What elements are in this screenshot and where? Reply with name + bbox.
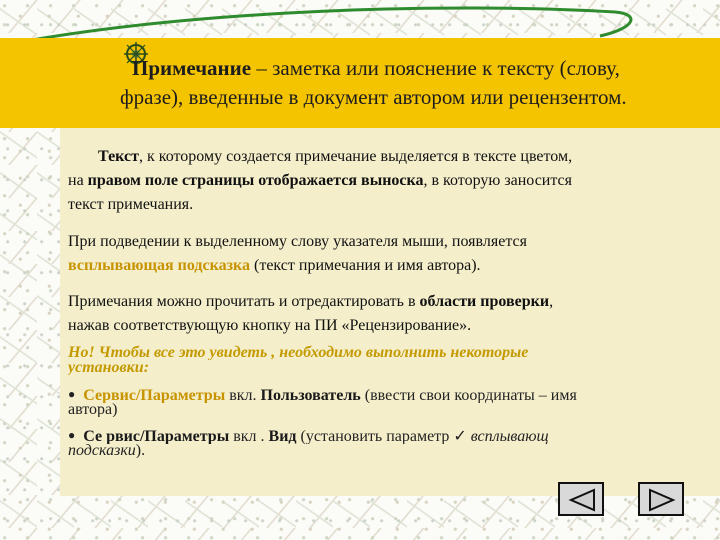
note-line1 <box>68 345 720 360</box>
b1-text3: автора) <box>68 402 118 417</box>
bullet-dot-icon: ● <box>68 428 76 442</box>
note-text: Но! Чтобы все это увидеть , необходимо выполнить некоторые <box>68 345 529 360</box>
b2-bold: Се рвис/Параметры <box>83 428 230 444</box>
p1-term: Текст <box>98 148 139 165</box>
p2-text2: (текст примечания и имя автора). <box>250 257 481 274</box>
note-line2 <box>68 360 720 375</box>
next-button[interactable] <box>638 482 684 516</box>
note-text2: установки: <box>68 360 150 375</box>
b1-text: вкл. <box>225 387 261 403</box>
p3-text: Примечания можно прочитать и отредактировать в <box>68 293 420 310</box>
b2-text2: (установить параметр <box>296 428 454 444</box>
b1-text2: (ввести свои координаты – имя <box>360 387 577 403</box>
definition-title <box>120 54 715 112</box>
prev-button[interactable] <box>558 482 604 516</box>
bullet-2 <box>68 428 720 444</box>
bullet-1-line2 <box>68 402 720 417</box>
definition-line2: фразе), введенные в документ автором или рецензентом. <box>120 85 627 109</box>
bullet-2-line2 <box>68 443 720 458</box>
check-icon: ✓ <box>453 428 467 444</box>
b1-bold2: Пользователь <box>260 387 361 403</box>
p1-text2: на <box>68 172 88 189</box>
b2-text3: ). <box>135 443 146 458</box>
p3-text2: нажав соответствующую кнопку на ПИ «Рецензирование». <box>68 317 472 334</box>
b2-italic: всплывающ <box>466 428 549 444</box>
p3-bold: области проверки <box>419 293 550 310</box>
term: Примечание <box>132 56 252 80</box>
paragraph-1 <box>68 145 718 217</box>
p2-highlight: всплывающая подсказка <box>68 257 250 274</box>
paragraph-2 <box>68 230 718 278</box>
triangle-left-icon <box>567 488 597 512</box>
b2-text: вкл . <box>229 428 269 444</box>
paragraph-3 <box>68 290 718 338</box>
p1-bold: правом поле страницы отображается выноска <box>87 172 424 189</box>
b2-bold2: Вид <box>268 428 297 444</box>
bullet-dot-icon: ● <box>68 387 76 401</box>
p2-text: При подведении к выделенному слову указателя мыши, появляется <box>68 233 527 250</box>
p3-comma: , <box>549 293 554 310</box>
definition-line1: – заметка или пояснение к тексту (слову, <box>251 56 620 80</box>
triangle-right-icon <box>647 488 677 512</box>
bullet-1 <box>68 387 720 403</box>
b2-italic2: подсказки <box>68 443 136 458</box>
p1-text3: , в которую заносится <box>423 172 573 189</box>
p1-text4: текст примечания. <box>68 196 194 213</box>
p1-text: , к которому создается примечание выделяется в тексте цветом, <box>138 148 573 165</box>
b1-bold: Сервис/Параметры <box>83 387 226 403</box>
